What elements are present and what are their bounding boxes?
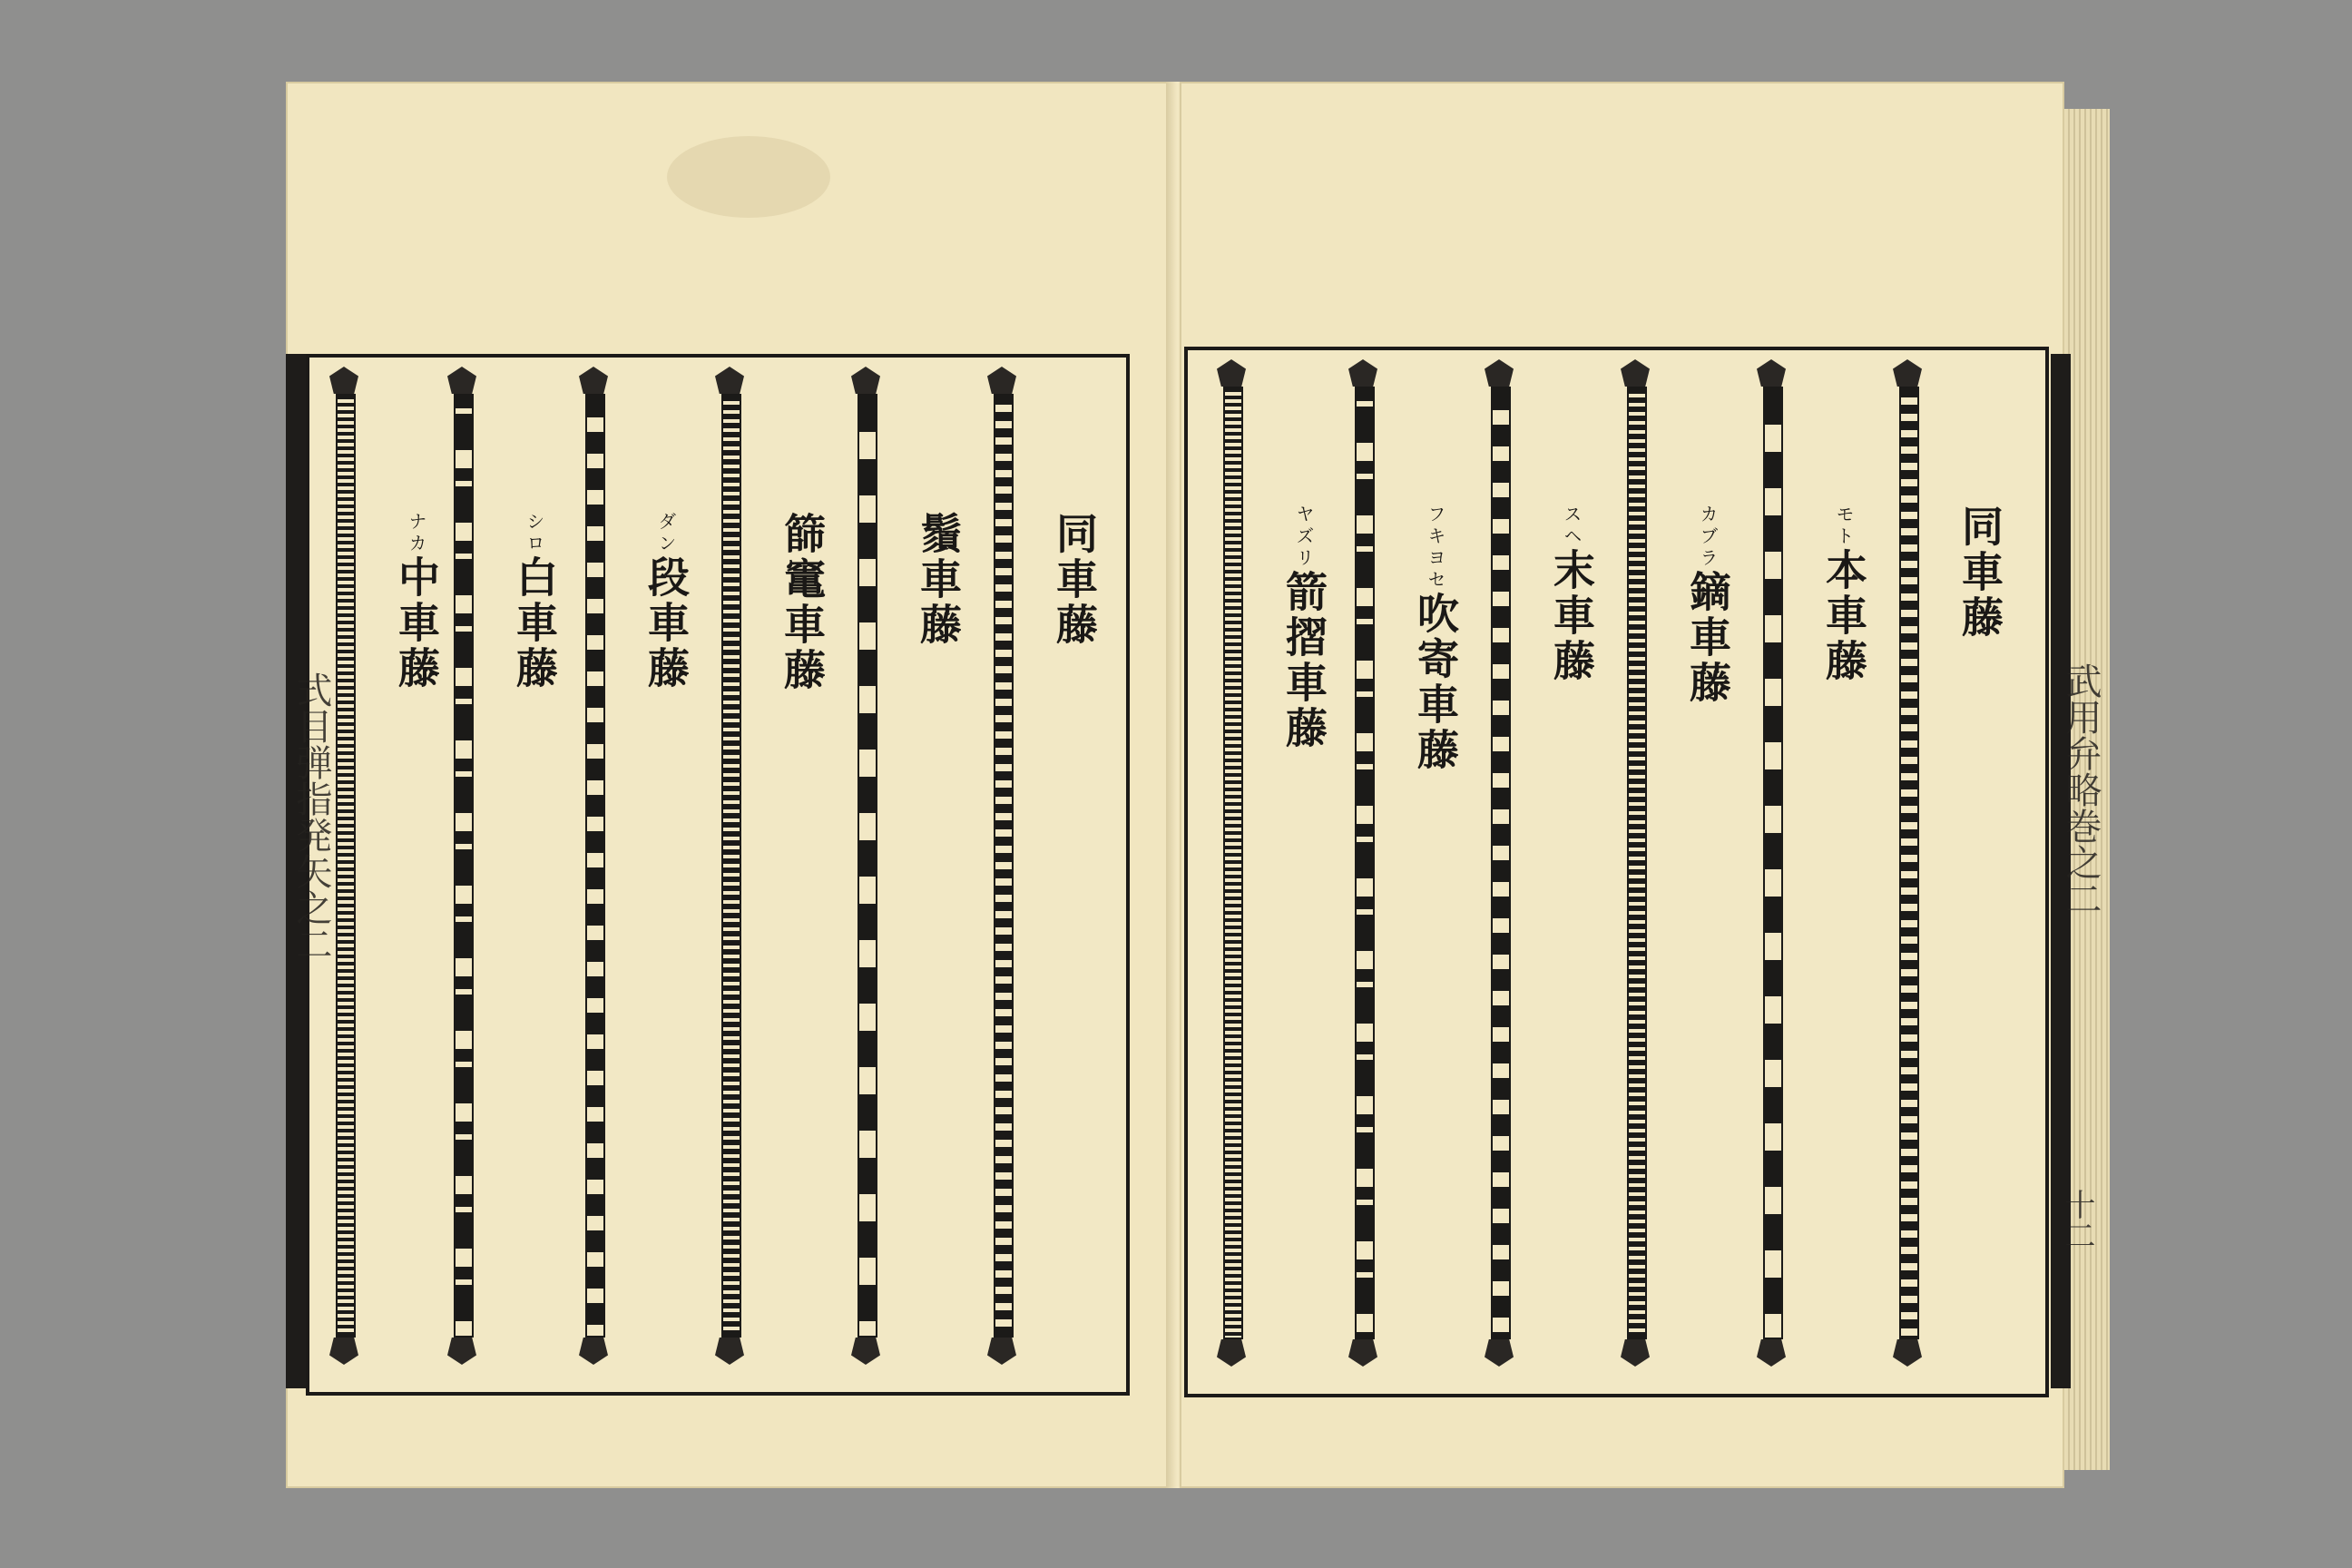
tip-icon <box>447 1338 476 1365</box>
shaft-pattern <box>1763 387 1783 1339</box>
arrow-shaft <box>1759 387 1783 1339</box>
arrow-label <box>778 512 827 693</box>
arrow-shaft <box>990 394 1014 1338</box>
furigana: シロ <box>524 512 545 555</box>
right-margin-title: 武用弁略巻之二 <box>2060 662 2102 916</box>
arrow-label <box>914 512 963 648</box>
left-page <box>286 82 1171 1488</box>
furigana: モト <box>1833 505 1855 548</box>
arrow-label <box>1050 512 1099 648</box>
arrow-label <box>1955 505 2004 641</box>
nock-icon <box>447 367 476 394</box>
nock-icon <box>1217 359 1246 387</box>
arrow-shaft <box>450 394 474 1338</box>
arrow-label <box>1411 505 1460 773</box>
shaft-pattern <box>585 394 605 1338</box>
nock-icon <box>329 367 358 394</box>
arrow-shaft <box>718 394 741 1338</box>
shaft-pattern <box>721 394 741 1338</box>
arrow-shaft <box>1623 387 1647 1339</box>
arrow-label <box>1819 505 1868 684</box>
arrow-label <box>1279 505 1328 751</box>
furigana: スヘ <box>1561 505 1583 548</box>
tip-icon <box>715 1338 744 1365</box>
tip-icon <box>329 1338 358 1365</box>
left-margin-title: 式目弾指発矢之二 <box>290 671 332 962</box>
open-book <box>272 73 2141 1506</box>
tip-icon <box>1621 1339 1650 1367</box>
label-text: 篩竃車藤 <box>778 512 827 693</box>
nock-icon <box>1348 359 1377 387</box>
shaft-pattern <box>1223 387 1243 1339</box>
shaft-pattern <box>1491 387 1511 1339</box>
furigana: カブラ <box>1697 505 1719 570</box>
nock-icon <box>1757 359 1786 387</box>
stain <box>667 136 830 218</box>
tip-icon <box>1485 1339 1514 1367</box>
label-text: 末車藤 <box>1547 548 1596 684</box>
nock-icon <box>1893 359 1922 387</box>
nock-icon <box>1621 359 1650 387</box>
nock-icon <box>851 367 880 394</box>
tip-icon <box>1893 1339 1922 1367</box>
nock-icon <box>987 367 1016 394</box>
right-page <box>1180 82 2102 1488</box>
furigana: ナカ <box>406 512 427 555</box>
label-text: 本車藤 <box>1819 548 1868 684</box>
shaft-pattern <box>336 394 356 1338</box>
shaft-pattern <box>858 394 877 1338</box>
label-text: 吹寄車藤 <box>1411 592 1460 773</box>
arrow-shaft <box>854 394 877 1338</box>
tip-icon <box>1217 1339 1246 1367</box>
right-frame <box>1184 347 2049 1397</box>
label-text: 鏑車藤 <box>1683 570 1732 706</box>
label-text: 同車藤 <box>1955 505 2004 641</box>
tip-icon <box>987 1338 1016 1365</box>
label-text: 同車藤 <box>1050 512 1099 648</box>
nock-icon <box>579 367 608 394</box>
label-text: 白車藤 <box>510 555 559 691</box>
furigana: ダン <box>655 512 677 555</box>
shaft-pattern <box>1627 387 1647 1339</box>
arrow-label <box>510 512 559 691</box>
furigana: フキヨセ <box>1425 505 1446 592</box>
label-text: 中車藤 <box>392 555 441 691</box>
left-frame <box>306 354 1130 1396</box>
shaft-pattern <box>1355 387 1375 1339</box>
arrow-shaft <box>582 394 605 1338</box>
page-number: 十二 <box>2059 1189 2095 1250</box>
shaft-pattern <box>994 394 1014 1338</box>
label-text: 段車藤 <box>642 555 691 691</box>
label-text: 箭摺車藤 <box>1279 570 1328 751</box>
arrow-shaft <box>1896 387 1919 1339</box>
nock-icon <box>1485 359 1514 387</box>
nock-icon <box>715 367 744 394</box>
arrow-shaft <box>1351 387 1375 1339</box>
arrow-shaft <box>1220 387 1243 1339</box>
arrow-label <box>1683 505 1732 706</box>
arrow-shaft <box>1487 387 1511 1339</box>
tip-icon <box>1348 1339 1377 1367</box>
shaft-pattern <box>454 394 474 1338</box>
tip-icon <box>851 1338 880 1365</box>
arrow-label <box>392 512 441 691</box>
label-text: 鬚車藤 <box>914 512 963 648</box>
furigana: ヤズリ <box>1293 505 1315 570</box>
tip-icon <box>579 1338 608 1365</box>
shaft-pattern <box>1899 387 1919 1339</box>
arrow-label <box>642 512 691 691</box>
tip-icon <box>1757 1339 1786 1367</box>
arrow-label <box>1547 505 1596 684</box>
